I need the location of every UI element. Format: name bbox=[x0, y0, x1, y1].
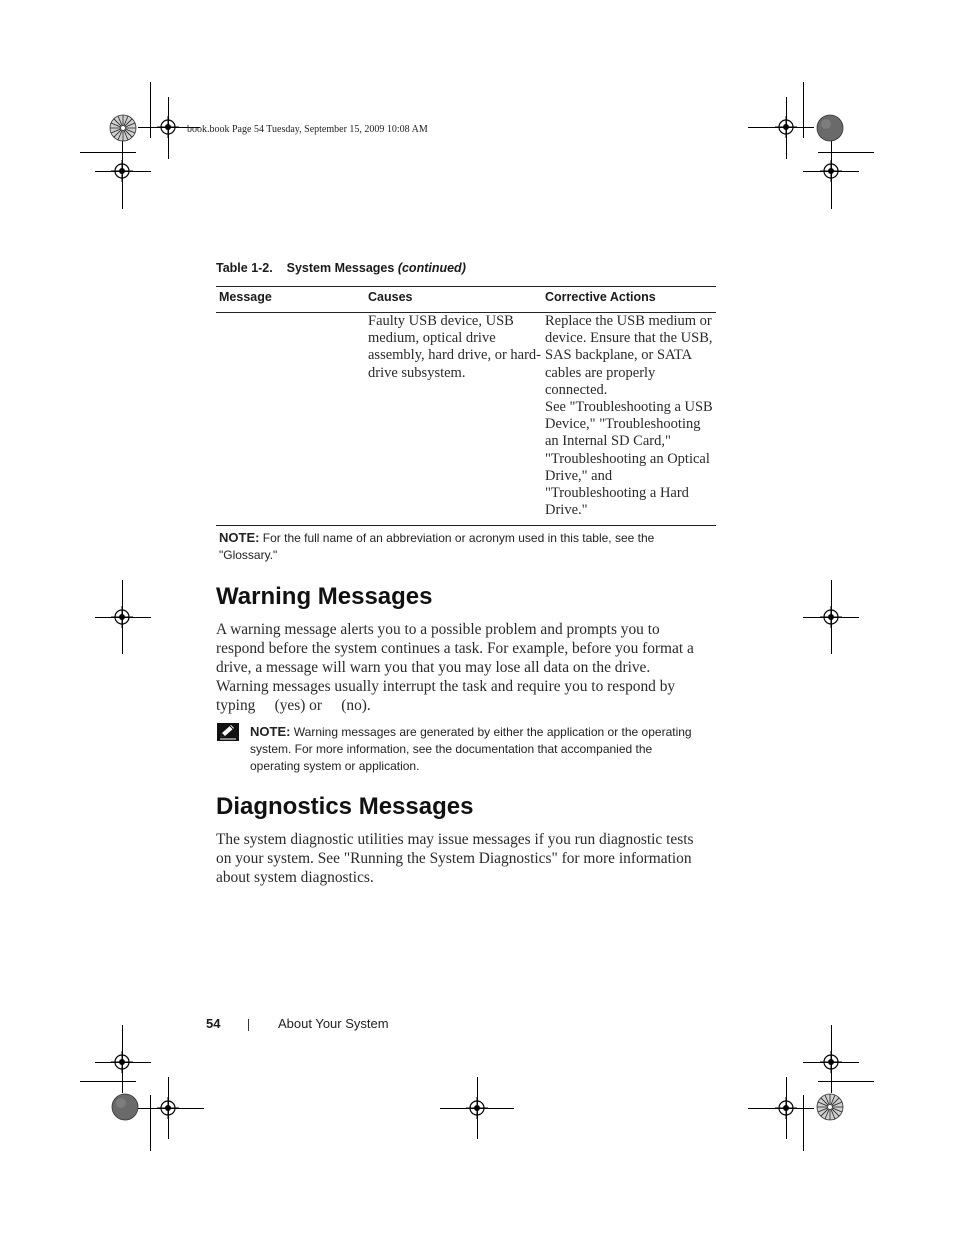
table-header-causes: Causes bbox=[368, 290, 413, 304]
text-line: Drive," and bbox=[545, 467, 613, 484]
warning-note-text: operating system or application. bbox=[250, 759, 420, 773]
text-line: Device," "Troubleshooting bbox=[545, 416, 701, 433]
registration-target-icon bbox=[820, 606, 842, 628]
gray-dot-mark-icon bbox=[816, 114, 844, 142]
text-line: drive, a message will warn you that you may lose all data on the drive. bbox=[216, 659, 651, 676]
text-line: device. Ensure that the USB, bbox=[545, 330, 713, 347]
table-cell-corrective-actions bbox=[545, 313, 713, 519]
text-line: an Internal SD Card," bbox=[545, 433, 671, 450]
footer-separator bbox=[248, 1019, 249, 1031]
text-line: on your system. See "Running the System Diagnostics" for more information bbox=[216, 850, 692, 867]
text-line: A warning message alerts you to a possible problem and prompts you to bbox=[216, 621, 660, 638]
diagnostics-messages-paragraph bbox=[216, 830, 716, 887]
registration-target-icon bbox=[775, 1097, 797, 1119]
warning-messages-heading: Warning Messages bbox=[216, 583, 433, 610]
text-line: about system diagnostics. bbox=[216, 869, 374, 886]
footer-section-title: About Your System bbox=[278, 1016, 389, 1031]
registration-target-icon bbox=[820, 160, 842, 182]
text-line: Drive." bbox=[545, 502, 588, 519]
warning-note-lead: NOTE: bbox=[250, 724, 291, 739]
table-note-text: For the full name of an abbreviation or acronym used in this table, see the "Glossary." bbox=[219, 531, 655, 562]
diagnostics-messages-heading: Diagnostics Messages bbox=[216, 793, 474, 820]
note-line bbox=[250, 723, 720, 741]
registration-target-icon bbox=[820, 1051, 842, 1073]
text-line: assembly, hard drive, or hard- bbox=[368, 347, 542, 364]
starburst-mark-icon bbox=[816, 1093, 844, 1121]
starburst-mark-icon bbox=[109, 114, 137, 142]
text-line: connected. bbox=[545, 381, 608, 398]
note-line bbox=[250, 741, 720, 758]
text-line: Replace the USB medium or bbox=[545, 313, 712, 329]
text-line: medium, optical drive bbox=[368, 330, 496, 347]
table-caption bbox=[216, 261, 466, 275]
table-bottom-rule bbox=[216, 525, 716, 526]
registration-target-icon bbox=[111, 160, 133, 182]
text-line: Warning messages usually interrupt the task and require you to respond by bbox=[216, 678, 676, 695]
text-line: respond before the system continues a task. For example, before you format a bbox=[216, 640, 694, 657]
text-line: "Troubleshooting a Hard bbox=[545, 485, 689, 502]
print-slug: book.book Page 54 Tuesday, September 15, 2009 10:08 AM bbox=[187, 124, 428, 135]
table-caption-continued: (continued) bbox=[397, 261, 466, 275]
note-line bbox=[250, 758, 720, 775]
text-line: cables are properly bbox=[545, 364, 656, 381]
note-pencil-icon bbox=[217, 723, 239, 741]
warning-note-text: system. For more information, see the documentation that accompanied the bbox=[250, 742, 653, 756]
page-number: 54 bbox=[206, 1016, 221, 1031]
registration-target-icon bbox=[157, 1097, 179, 1119]
table-note-lead: NOTE: bbox=[219, 530, 260, 545]
warning-messages-paragraph bbox=[216, 620, 716, 715]
text-line: typing (yes) or (no). bbox=[216, 697, 371, 714]
table-top-rule bbox=[216, 286, 716, 287]
table-note bbox=[219, 529, 714, 564]
warning-note bbox=[250, 723, 720, 775]
table-header-corrective-actions: Corrective Actions bbox=[545, 290, 656, 304]
text-line: See "Troubleshooting a USB bbox=[545, 399, 713, 416]
text-line: "Troubleshooting an Optical bbox=[545, 450, 710, 467]
table-caption-label: Table 1-2. System Messages bbox=[216, 261, 395, 275]
text-line: drive subsystem. bbox=[368, 364, 466, 381]
table-header-message: Message bbox=[219, 290, 272, 304]
registration-target-icon bbox=[466, 1097, 488, 1119]
gray-dot-mark-icon bbox=[111, 1093, 139, 1121]
registration-target-icon bbox=[775, 116, 797, 138]
warning-note-text: Warning messages are generated by either the application or the operating bbox=[290, 725, 692, 739]
registration-target-icon bbox=[111, 606, 133, 628]
table-cell-causes bbox=[368, 313, 541, 382]
registration-target-icon bbox=[157, 116, 179, 138]
text-line: The system diagnostic utilities may issue messages if you run diagnostic tests bbox=[216, 831, 694, 848]
text-line: Faulty USB device, USB bbox=[368, 313, 514, 329]
registration-target-icon bbox=[111, 1051, 133, 1073]
text-line: SAS backplane, or SATA bbox=[545, 347, 693, 364]
